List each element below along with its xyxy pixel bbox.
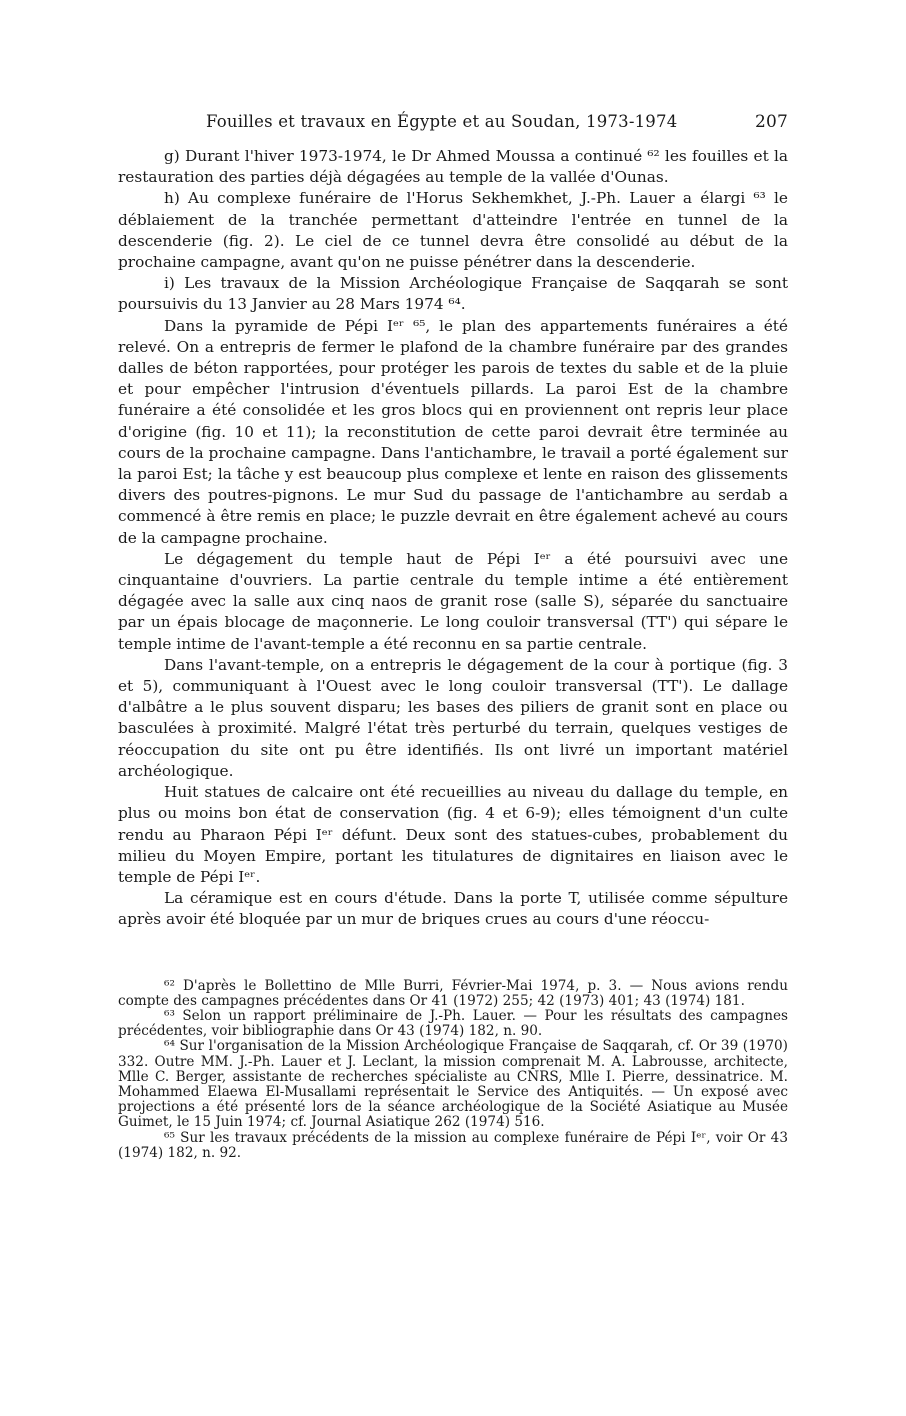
footnote-62: ⁶² D'après le Bollettino de Mlle Burri, Février-Mai 1974, p. 3. — Nous avions rendu compte des campagnes précédentes dans Or 41 (1972) 255; 42 (1973) 401; 43 (1974) 181. <box>118 977 788 1009</box>
paragraph-g: g) Durant l'hiver 1973-1974, le Dr Ahmed Moussa a continué ⁶² les fouilles et la restauration des parties déjà dégagées au temple de la vallée d'Ounas. <box>118 147 788 187</box>
page-header <box>118 112 788 132</box>
page-number: 207 <box>754 112 788 132</box>
running-title: Fouilles et travaux en Égypte et au Soudan, 1973-1974 <box>206 112 678 131</box>
footnote-63: ⁶³ Selon un rapport préliminaire de J.-Ph. Lauer. — Pour les résultats des campagnes précédentes, voir bibliographie dans Or 43 (1974) 182, n. 90. <box>118 1007 788 1040</box>
paragraph-ceramique: La céramique est en cours d'étude. Dans la porte T, utilisée comme sépulture après avoir été bloquée par un mur de briques crues au cours d'une réoccu- <box>118 889 788 929</box>
paragraph-statues: Huit statues de calcaire ont été recueillies au niveau du dallage du temple, en plus ou moins bon état de conservation (fig. 4 et 6-9); elles témoignent d'un culte rendu au Pharaon Pépi Iᵉʳ défunt. Deux sont des statues-cubes, probablement du milieu du Moyen Empire, portant les titulatures de dignitaires en liaison avec le temple de Pépi Iᵉʳ. <box>118 783 788 886</box>
paragraph-temple-haut: Le dégagement du temple haut de Pépi Iᵉʳ a été poursuivi avec une cinquantaine d'ouvriers. La partie centrale du temple intime a été entièrement dégagée avec la salle aux cinq naos de granit rose (salle S), séparée du sanctuaire par un épais blocage de maçonnerie. Le long couloir transversal (TT') qui sépare le temple intime de l'avant-temple a été reconnu en sa partie centrale. <box>118 549 788 653</box>
paragraph-h: h) Au complexe funéraire de l'Horus Sekhemkhet, J.-Ph. Lauer a élargi ⁶³ le déblaiement de la tranchée permettant d'atteindre l'entrée en tunnel de la descenderie (fig. 2). Le ciel de ce tunnel devra être consolidé au début de la prochaine campagne, avant qu'on ne puisse pénétrer dans la descenderie. <box>118 189 788 272</box>
paragraph-i: i) Les travaux de la Mission Archéologique Française de Saqqarah se sont poursuivis du 13 Janvier au 28 Mars 1974 ⁶⁴. <box>118 274 788 314</box>
paragraph-avant-temple: Dans l'avant-temple, on a entrepris le dégagement de la cour à portique (fig. 3 et 5), communiquant à l'Ouest avec le long couloir transversal (TT'). Le dallage d'albâtre a le plus souvent disparu; les bases des piliers de granit sont en place ou basculées à proximité. Malgré l'état très perturbé du terrain, quelques vestiges de réoccupation du site ont pu être identifiés. Ils ont livré un important matériel archéologique. <box>118 655 788 780</box>
main-text <box>118 146 788 931</box>
footnote-64: ⁶⁴ Sur l'organisation de la Mission Archéologique Française de Saqqarah, cf. Or 39 (1970) 332. Outre MM. J.-Ph. Lauer et J. Leclant, la mission comprenait M. A. Labrousse, architecte, Mlle C. Berger, assistante de recherches spécialiste au CNRS, Mlle I. Pierre, dessinatrice. M. Mohammed Elaewa El-Musallami représentait le Service des Antiquités. — Un exposé avec projections a été présenté lors de la séance archéologique de la Société Asiatique au Musée Guimet, le 15 Juin 1974; cf. Journal Asiatique 262 (1974) 516. <box>118 1038 788 1131</box>
paragraph-pyramide: Dans la pyramide de Pépi Iᵉʳ ⁶⁵, le plan des appartements funéraires a été relevé. On a entrepris de fermer le plafond de la chambre funéraire par des grandes dalles de béton rapportées, pour protéger les parois de textes du sable et de la pluie et pour empêcher l'intrusion d'éventuels pillards. La paroi Est de la chambre funéraire a été consolidée et les gros blocs qui en proviennent ont repris leur place d'origine (fig. 10 et 11); la reconstitution de cette paroi devrait être terminée au cours de la prochaine campagne. Dans l'antichambre, le travail a porté également sur la paroi Est; la tâche y est beaucoup plus complexe et lente en raison des glissements divers des poutres-pignons. Le mur Sud du passage de l'antichambre au serdab a commencé à être remis en place; le puzzle devrait en être également achevé au cours de la campagne prochaine. <box>118 316 788 547</box>
footnotes <box>118 979 788 1161</box>
document-page <box>118 112 788 1161</box>
footnote-65: ⁶⁵ Sur les travaux précédents de la mission au complexe funéraire de Pépi Iᵉʳ, voir Or 43 (1974) 182, n. 92. <box>118 1129 788 1161</box>
